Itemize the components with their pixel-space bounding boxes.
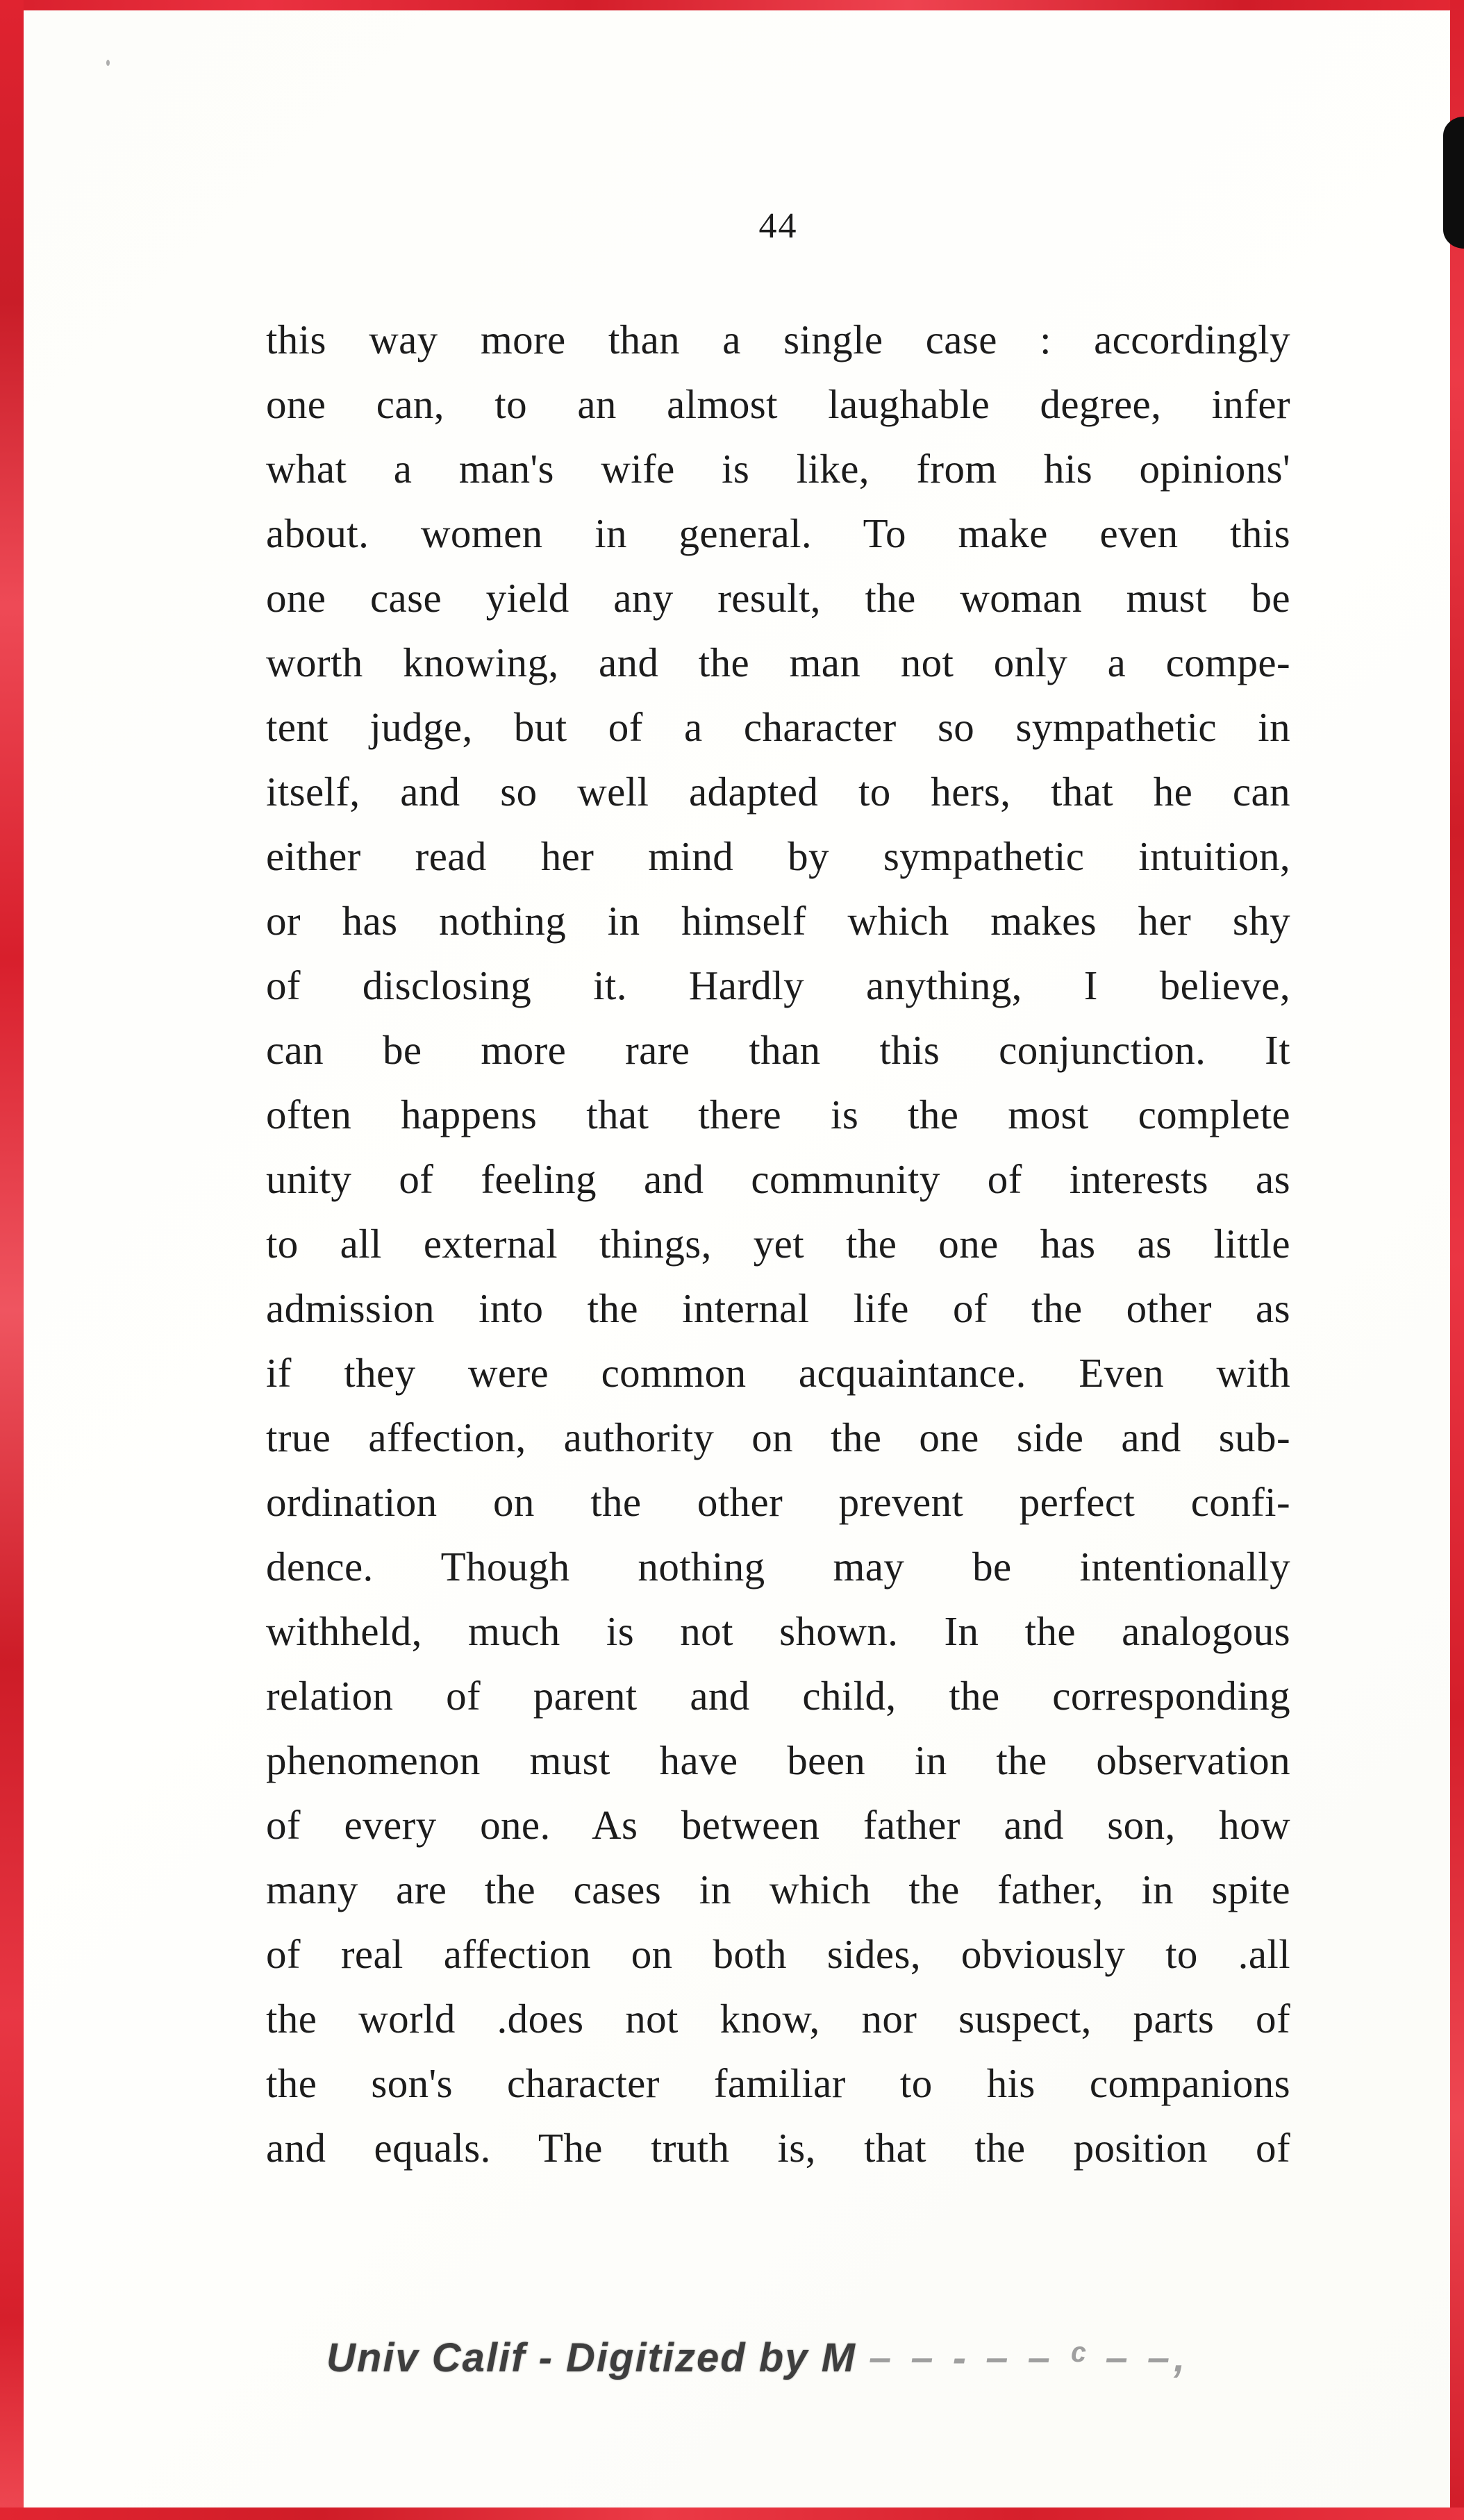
text-line: one can, to an almost laughable degree, infer [266,381,1290,427]
text-line: tent judge, but of a character so sympathetic in [266,704,1290,750]
text-line: relation of parent and child, the corresponding [266,1673,1290,1719]
watermark-text: Univ Calif - Digitized by M [326,2335,856,2380]
text-line: the son's character familiar to his companions [266,2060,1290,2106]
page-number: 44 [758,206,798,246]
text-line: worth knowing, and the man not only a compe- [266,640,1290,685]
text-line: this way more than a single case : accordingly [266,317,1290,362]
text-line: of every one. As between father and son, how [266,1802,1290,1848]
red-page-edge-left [0,0,24,2520]
text-line: ordination on the other prevent perfect confi- [266,1479,1290,1525]
text-line: about. women in general. To make even this [266,510,1290,556]
watermark-faded-tail: – – - – – ᶜ – –, [869,2335,1190,2380]
text-line: of real affection on both sides, obviously to .all [266,1931,1290,1977]
text-line: itself, and so well adapted to hers, that he can [266,769,1290,815]
text-line: what a man's wife is like, from his opinions' [266,446,1290,492]
red-page-edge-bottom [0,2508,1464,2520]
ink-blot-artifact [1443,117,1464,249]
red-page-edge-top [0,0,1464,10]
text-line: and equals. The truth is, that the position of [266,2125,1290,2171]
text-line: phenomenon must have been in the observation [266,1737,1290,1783]
text-line: if they were common acquaintance. Even with [266,1350,1290,1396]
speck-artifact [106,60,110,66]
digitization-watermark [326,2335,1299,2381]
text-line: admission into the internal life of the other as [266,1285,1290,1331]
text-line: often happens that there is the most complete [266,1092,1290,1137]
red-page-edge-right [1450,0,1464,2520]
text-line: or has nothing in himself which makes her shy [266,898,1290,944]
text-line: unity of feeling and community of interests as [266,1156,1290,1202]
text-line: either read her mind by sympathetic intuition, [266,833,1290,879]
text-line: to all external things, yet the one has as little [266,1221,1290,1267]
text-line: dence. Though nothing may be intentionally [266,1544,1290,1589]
text-line: the world .does not know, nor suspect, parts of [266,1996,1290,2042]
text-line: one case yield any result, the woman must be [266,575,1290,621]
text-line: can be more rare than this conjunction. It [266,1027,1290,1073]
text-line: true affection, authority on the one side and sub- [266,1415,1290,1460]
text-line: withheld, much is not shown. In the analogous [266,1608,1290,1654]
body-text [266,308,1290,2180]
text-line: of disclosing it. Hardly anything, I believe, [266,962,1290,1008]
text-line: many are the cases in which the father, in spite [266,1867,1290,1912]
